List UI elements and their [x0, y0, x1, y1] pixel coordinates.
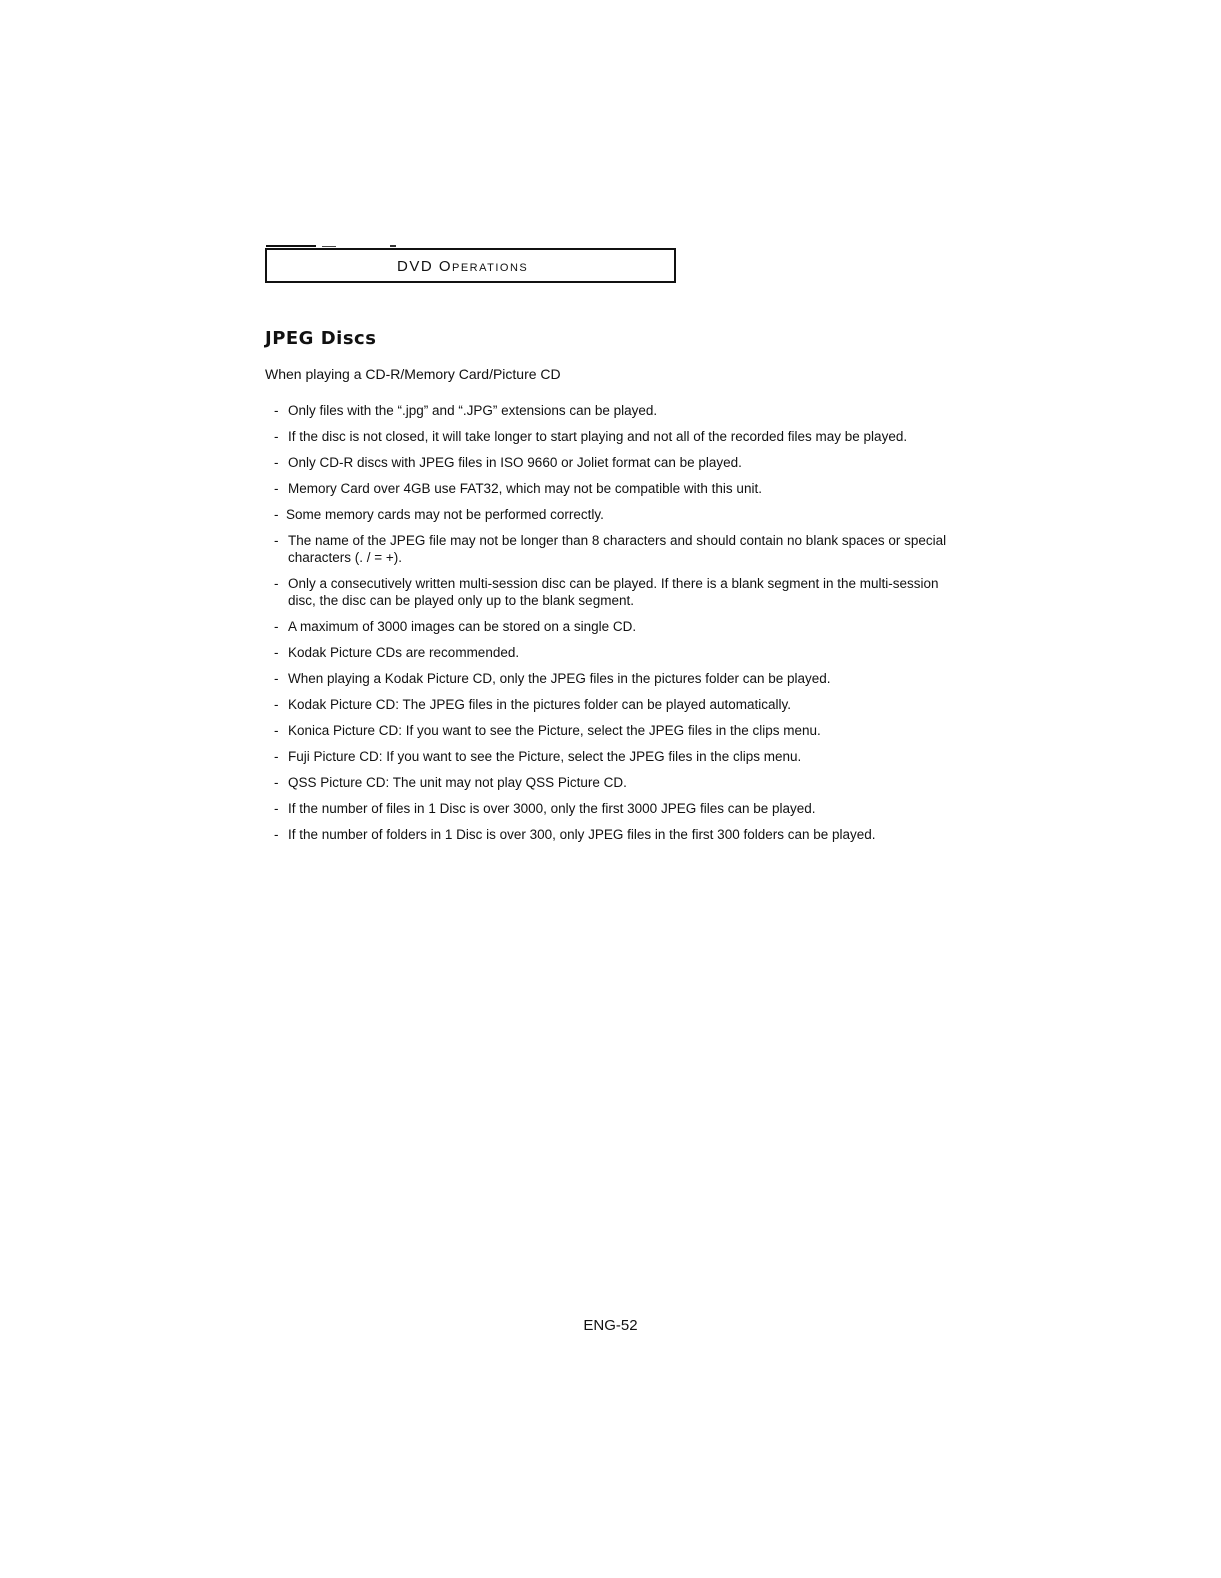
- page-heading: JPEG Discs: [265, 328, 377, 349]
- list-item: - QSS Picture CD: The unit may not play QSS Picture CD.: [274, 775, 627, 790]
- list-item: - When playing a Kodak Picture CD, only the JPEG files in the pictures folder can be played.: [274, 671, 831, 686]
- list-item: - Some memory cards may not be performed correctly.: [274, 507, 604, 522]
- list-item: - Memory Card over 4GB use FAT32, which may not be compatible with this unit.: [274, 481, 762, 496]
- section-title: DVD Operations: [397, 258, 529, 275]
- intro-text: When playing a CD-R/Memory Card/Picture CD: [265, 366, 561, 382]
- list-item: - If the disc is not closed, it will take longer to start playing and not all of the recorded files may be played.: [274, 429, 908, 444]
- list-item: - Fuji Picture CD: If you want to see the Picture, select the JPEG files in the clips menu.: [274, 749, 802, 764]
- page-number: ENG-52: [583, 1317, 638, 1334]
- list-item: - The name of the JPEG file may not be longer than 8 characters and should contain no blank spaces or special characters (. / = +).: [274, 533, 947, 565]
- section-header-box: [265, 248, 676, 283]
- list-item: - A maximum of 3000 images can be stored on a single CD.: [274, 619, 637, 634]
- list-item: - Konica Picture CD: If you want to see the Picture, select the JPEG files in the clips menu.: [274, 723, 821, 738]
- list-item: - Only CD-R discs with JPEG files in ISO 9660 or Joliet format can be played.: [274, 455, 742, 470]
- list-item: - Only a consecutively written multi-session disc can be played. If there is a blank segment in the multi-session disc, the disc can be played only up to the blank segment.: [274, 576, 939, 608]
- list-item: - Only files with the “.jpg” and “.JPG” extensions can be played.: [274, 403, 658, 418]
- list-item: - Kodak Picture CD: The JPEG files in the pictures folder can be played automatically.: [274, 697, 792, 712]
- bullet-list: [274, 402, 964, 852]
- list-item: - Kodak Picture CDs are recommended.: [274, 645, 520, 660]
- list-item: - If the number of files in 1 Disc is over 3000, only the first 3000 JPEG files can be played.: [274, 801, 816, 816]
- list-item: - If the number of folders in 1 Disc is over 300, only JPEG files in the first 300 folders can be played.: [274, 827, 876, 842]
